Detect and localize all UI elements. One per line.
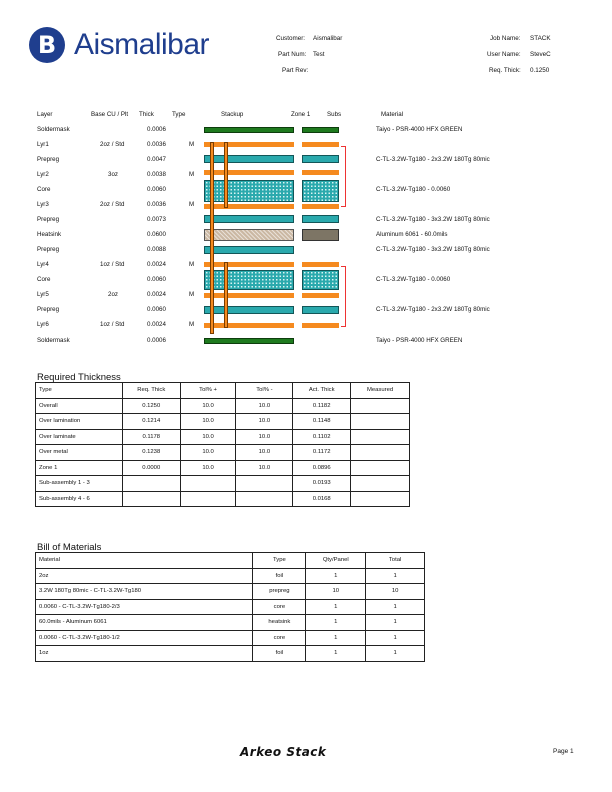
prepreg-sub-bar (302, 306, 339, 314)
core-sub-bar (302, 270, 339, 290)
table-cell (351, 414, 410, 430)
row-thick: 0.0006 (147, 126, 166, 133)
table-cell: 0.1102 (293, 429, 351, 445)
table-cell: 1 (306, 599, 366, 615)
copper-bar (204, 262, 294, 267)
table-row (36, 615, 425, 631)
table-row (36, 398, 410, 414)
row-layer: Core (37, 186, 51, 193)
table-cell: prepreg (253, 584, 306, 600)
jobname-value: STACK (530, 35, 551, 42)
col-header-base: Base CU / Plt (91, 111, 129, 118)
table-header-row (36, 383, 410, 399)
table-cell: 1 (366, 599, 425, 615)
table-cell: foil (253, 646, 306, 662)
row-layer: Lyr4 (37, 261, 49, 268)
soldermask-bar (204, 127, 294, 133)
row-thick: 0.0006 (147, 337, 166, 344)
table-cell: 10 (366, 584, 425, 600)
copper-bar (204, 142, 294, 147)
heatsink-bar (204, 229, 294, 241)
row-layer: Prepreg (37, 306, 60, 313)
row-base: 2oz (108, 291, 118, 298)
row-material: Taiyo - PSR-4000 HFX GREEN (376, 126, 463, 133)
copper-sub-bar (302, 142, 339, 147)
row-thick: 0.0047 (147, 156, 166, 163)
row-base: 1oz / Std (100, 261, 125, 268)
table-cell (180, 476, 236, 492)
table-cell: 1 (366, 646, 425, 662)
row-type: M (189, 261, 195, 268)
table-cell: 0.1182 (293, 398, 351, 414)
footer-brand: Arkeo Stack (240, 745, 327, 759)
row-thick: 0.0088 (147, 246, 166, 253)
through-via (210, 142, 214, 334)
table-cell: 0.0193 (293, 476, 351, 492)
table-header: Tol% - (236, 383, 293, 399)
row-thick: 0.0024 (147, 261, 166, 268)
table-row (36, 429, 410, 445)
row-layer: Lyr3 (37, 201, 49, 208)
table-cell: 2oz (36, 568, 253, 584)
row-layer: Lyr2 (37, 171, 49, 178)
row-base: 1oz / Std (100, 321, 125, 328)
row-thick: 0.0060 (147, 306, 166, 313)
table-cell: 10.0 (180, 460, 236, 476)
row-material: C-TL-3.2W-Tg180 - 0.0060 (376, 276, 451, 283)
table-cell: 10.0 (236, 460, 293, 476)
table-cell: heatsink (253, 615, 306, 631)
jobname-label: Job Name: (490, 35, 521, 42)
row-layer: Heatsink (37, 231, 62, 238)
table-cell: Sub-assembly 1 - 3 (36, 476, 123, 492)
table-row (36, 646, 425, 662)
table-cell (351, 460, 410, 476)
core-bar (204, 270, 294, 290)
table-cell: 10.0 (236, 445, 293, 461)
bom-table (35, 552, 425, 662)
core-sub-bar (302, 180, 339, 202)
reqthick-label: Req. Thick: (489, 67, 521, 74)
table-cell (351, 491, 410, 507)
table-row (36, 584, 425, 600)
row-thick: 0.0073 (147, 216, 166, 223)
col-header-stackup: Stackup (221, 111, 244, 118)
table-cell: Overall (36, 398, 123, 414)
table-cell: Over lamination (36, 414, 123, 430)
table-cell (122, 491, 180, 507)
table-cell: 0.0060 - C-TL-3.2W-Tg180-1/2 (36, 630, 253, 646)
prepreg-bar (204, 306, 294, 314)
table-header: Type (36, 383, 123, 399)
row-thick: 0.0024 (147, 291, 166, 298)
soldermask-sub-bar (302, 127, 339, 133)
copper-sub-bar (302, 204, 339, 209)
table-cell: 1 (306, 646, 366, 662)
table-cell: 10.0 (180, 445, 236, 461)
row-thick: 0.0600 (147, 231, 166, 238)
col-header-type: Type (172, 111, 186, 118)
row-layer: Prepreg (37, 246, 60, 253)
page-number: Page 1 (553, 748, 574, 755)
row-base: 2oz / Std (100, 141, 125, 148)
copper-sub-bar (302, 262, 339, 267)
table-cell: 0.1214 (122, 414, 180, 430)
table-cell: 60.0mils - Aluminum 6061 (36, 615, 253, 631)
col-header-layer: Layer (37, 111, 53, 118)
row-material: Aluminum 6061 - 60.0mils (376, 231, 448, 238)
sub-assembly-bracket-bottom (341, 266, 346, 327)
row-material: C-TL-3.2W-Tg180 - 3x3.2W 180Tg 80mic (376, 216, 490, 223)
table-cell (351, 398, 410, 414)
row-thick: 0.0036 (147, 141, 166, 148)
table-cell: 10.0 (180, 414, 236, 430)
prepreg-bar (204, 246, 294, 254)
row-type: M (189, 141, 195, 148)
col-header-zone: Zone 1 (291, 111, 311, 118)
table-cell: 1 (306, 568, 366, 584)
table-row (36, 445, 410, 461)
heatsink-sub-bar (302, 229, 339, 241)
copper-bar (204, 323, 294, 328)
table-cell: 0.1178 (122, 429, 180, 445)
row-material: C-TL-3.2W-Tg180 - 2x3.2W 180Tg 80mic (376, 306, 490, 313)
copper-sub-bar (302, 293, 339, 298)
bom-title: Bill of Materials (37, 542, 102, 553)
copper-sub-bar (302, 170, 339, 175)
table-header: Type (253, 553, 306, 569)
table-row (36, 568, 425, 584)
table-cell: 10.0 (236, 429, 293, 445)
table-cell (236, 476, 293, 492)
row-thick: 0.0060 (147, 186, 166, 193)
core-bar (204, 180, 294, 202)
table-cell: Zone 1 (36, 460, 123, 476)
table-cell: core (253, 599, 306, 615)
table-header: Total (366, 553, 425, 569)
customer-label: Customer: (276, 35, 306, 42)
row-material: C-TL-3.2W-Tg180 - 3x3.2W 180Tg 80mic (376, 246, 490, 253)
table-header: Req. Thick (122, 383, 180, 399)
table-cell: 1 (306, 615, 366, 631)
table-cell: 1oz (36, 646, 253, 662)
col-header-subs: Subs (327, 111, 342, 118)
table-cell: 0.1238 (122, 445, 180, 461)
table-header: Act. Thick (293, 383, 351, 399)
table-cell: 1 (366, 615, 425, 631)
row-layer: Core (37, 276, 51, 283)
partnum-value: Test (313, 51, 325, 58)
table-cell: 10.0 (180, 429, 236, 445)
table-cell (236, 491, 293, 507)
table-cell: 10.0 (236, 398, 293, 414)
row-base: 3oz (108, 171, 118, 178)
table-cell: Sub-assembly 4 - 6 (36, 491, 123, 507)
table-cell: core (253, 630, 306, 646)
table-cell (122, 476, 180, 492)
table-cell: 10.0 (236, 414, 293, 430)
row-base: 2oz / Std (100, 201, 125, 208)
table-cell: 0.0000 (122, 460, 180, 476)
row-layer: Prepreg (37, 156, 60, 163)
prepreg-sub-bar (302, 155, 339, 163)
table-cell: foil (253, 568, 306, 584)
copper-bar (204, 170, 294, 175)
row-thick: 0.0038 (147, 171, 166, 178)
table-cell: 0.0060 - C-TL-3.2W-Tg180-2/3 (36, 599, 253, 615)
partrev-label: Part Rev: (282, 67, 309, 74)
table-header-row (36, 553, 425, 569)
table-cell: 3.2W 180Tg 80mic - C-TL-3.2W-Tg180 (36, 584, 253, 600)
table-cell: 10.0 (180, 398, 236, 414)
table-row (36, 414, 410, 430)
copper-bar (204, 293, 294, 298)
row-layer: Lyr6 (37, 321, 49, 328)
table-header: Measured (351, 383, 410, 399)
row-type: M (189, 291, 195, 298)
table-header: Qty/Panel (306, 553, 366, 569)
table-cell: 1 (366, 568, 425, 584)
copper-bar (204, 204, 294, 209)
blind-via-bottom (224, 262, 228, 328)
required-thickness-title: Required Thickness (37, 372, 121, 383)
soldermask-bar (204, 338, 294, 344)
row-type: M (189, 321, 195, 328)
table-cell: 10 (306, 584, 366, 600)
table-cell: 0.1172 (293, 445, 351, 461)
table-header: Tol% + (180, 383, 236, 399)
table-cell (351, 429, 410, 445)
table-row (36, 491, 410, 507)
customer-value: Aismalibar (313, 35, 343, 42)
row-layer: Soldermask (37, 337, 70, 344)
table-cell: 0.0896 (293, 460, 351, 476)
username-label: User Name: (487, 51, 521, 58)
col-header-thick: Thick (139, 111, 154, 118)
row-type: M (189, 201, 195, 208)
table-row (36, 476, 410, 492)
table-row (36, 630, 425, 646)
prepreg-bar (204, 155, 294, 163)
table-header: Material (36, 553, 253, 569)
table-row (36, 460, 410, 476)
partnum-label: Part Num: (278, 51, 307, 58)
row-material: Taiyo - PSR-4000 HFX GREEN (376, 337, 463, 344)
row-material: C-TL-3.2W-Tg180 - 0.0060 (376, 186, 451, 193)
table-cell (351, 476, 410, 492)
row-layer: Prepreg (37, 216, 60, 223)
sub-assembly-bracket-top (341, 146, 346, 207)
row-layer: Soldermask (37, 126, 70, 133)
table-cell (180, 491, 236, 507)
row-thick: 0.0036 (147, 201, 166, 208)
logo-wordmark: Aismalibar (74, 28, 210, 61)
reqthick-value: 0.1250 (530, 67, 550, 74)
row-material: C-TL-3.2W-Tg180 - 2x3.2W 180Tg 80mic (376, 156, 490, 163)
prepreg-bar (204, 215, 294, 223)
table-cell: 1 (306, 630, 366, 646)
copper-sub-bar (302, 323, 339, 328)
row-layer: Lyr1 (37, 141, 49, 148)
table-cell: 0.0168 (293, 491, 351, 507)
row-thick: 0.0060 (147, 276, 166, 283)
required-thickness-table (35, 382, 410, 507)
table-cell: 1 (366, 630, 425, 646)
blind-via-top (224, 142, 228, 208)
row-type: M (189, 171, 195, 178)
table-cell (351, 445, 410, 461)
table-row (36, 599, 425, 615)
prepreg-sub-bar (302, 215, 339, 223)
table-cell: Over metal (36, 445, 123, 461)
table-cell: 0.1250 (122, 398, 180, 414)
table-cell: 0.1148 (293, 414, 351, 430)
username-value: SteveC (530, 51, 551, 58)
col-header-material: Material (381, 111, 404, 118)
logo-letter: B (37, 31, 57, 59)
table-cell: Over laminate (36, 429, 123, 445)
row-thick: 0.0024 (147, 321, 166, 328)
row-layer: Lyr5 (37, 291, 49, 298)
